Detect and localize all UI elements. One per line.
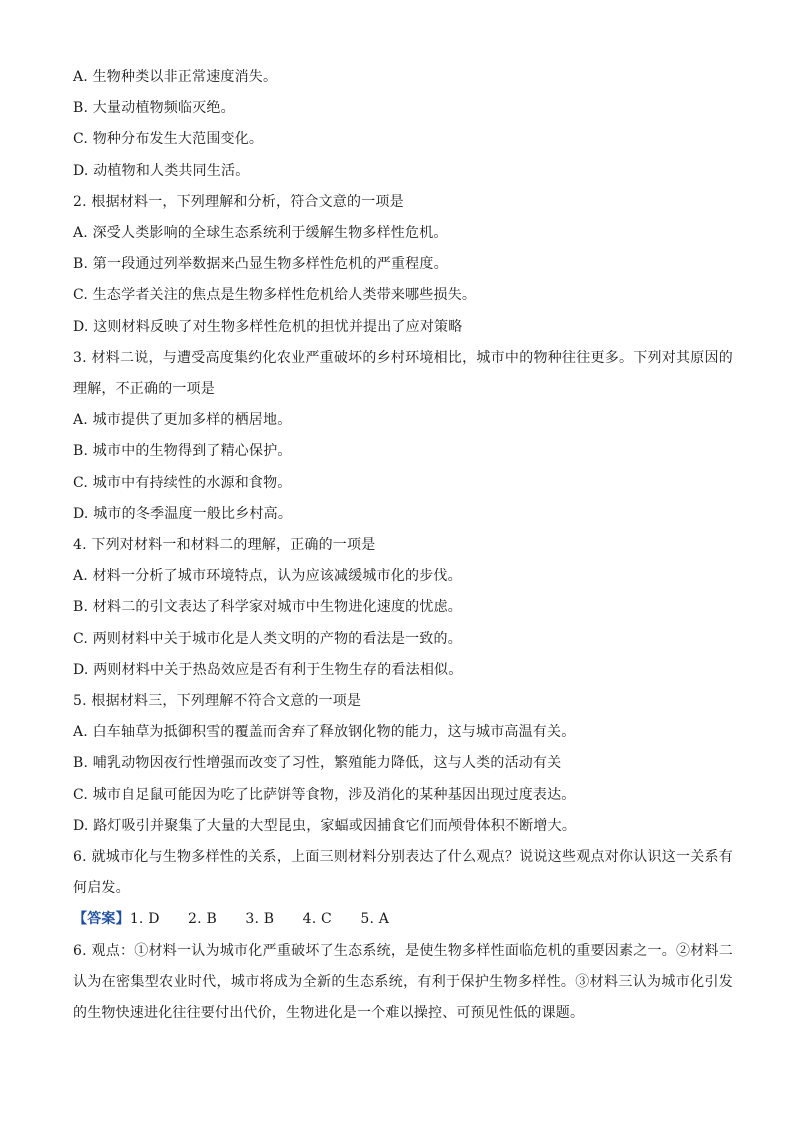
q3-option-b: B. 城市中的生物得到了精心保护。: [73, 443, 292, 460]
answer-tag: 【答案】: [73, 911, 130, 928]
q2-option-a: A. 深受人类影响的全球生态系统利于缓解生物多样性危机。: [73, 225, 448, 242]
q2-option-b: B. 第一段通过列举数据来凸显生物多样性危机的严重程度。: [73, 256, 448, 273]
q2-option-c: C. 生态学者关注的焦点是生物多样性危机给人类带来哪些损失。: [73, 287, 477, 304]
q3-option-d: D. 城市的冬季温度一般比乡村高。: [73, 505, 293, 522]
q4-option-d: D. 两则材料中关于热岛效应是否有利于生物生存的看法相似。: [73, 661, 463, 678]
q5-option-b: B. 哺乳动物因夜行性增强而改变了习性，繁殖能力降低，这与人类的活动有关: [73, 755, 562, 772]
q5-stem: 5. 根据材料三，下列理解不符合文意的一项是: [73, 693, 362, 710]
q1-option-b: B. 大量动植物频临灭绝。: [73, 100, 235, 117]
q3-option-c: C. 城市中有持续性的水源和食物。: [73, 474, 292, 491]
q6-stem: 6. 就城市化与生物多样性的关系，上面三则材料分别表达了什么观点？说说这些观点对你认识这一关系有何启发。: [73, 849, 733, 897]
document-page: [73, 62, 733, 1029]
answer-values: 1. D 2. B 3. B 4. C 5. A: [129, 911, 390, 928]
q2-option-d: D. 这则材料反映了对生物多样性危机的担忧并提出了应对策略: [73, 318, 463, 335]
q4-option-a: A. 材料一分析了城市环境特点，认为应该减缓城市化的步伐。: [73, 568, 462, 585]
q5-option-d: D. 路灯吸引并聚集了大量的大型昆虫，家蝠或因捕食它们而颅骨体积不断增大。: [73, 817, 577, 834]
q4-stem: 4. 下列对材料一和材料二的理解，正确的一项是: [73, 537, 376, 554]
q1-option-d: D. 动植物和人类共同生活。: [73, 162, 250, 179]
q3-stem: 3. 材料二说，与遭受高度集约化农业严重破坏的乡村环境相比，城市中的物种往往更多。下列对其原因的理解，不正确的一项是: [73, 349, 733, 398]
q4-option-c: C. 两则材料中关于城市化是人类文明的产物的看法是一致的。: [73, 630, 462, 647]
q1-option-c: C. 物种分布发生大范围变化。: [73, 131, 264, 148]
q1-option-a: A. 生物种类以非正常速度消失。: [73, 69, 278, 85]
q6-explanation: 6. 观点：①材料一认为城市化严重破坏了生态系统，是使生物多样性面临危机的重要因素之一。②材料二认为在密集型农业时代，城市将成为全新的生态系统，有利于保护生物多样性。③材料三认为城市化引发的生物快速进化往往要付出代价，生物进化是一个难以操控、可预见性低的课题。: [73, 942, 733, 1022]
q4-option-b: B. 材料二的引文表达了科学家对城市中生物进化速度的忧虑。: [73, 599, 462, 616]
q5-option-c: C. 城市自足鼠可能因为吃了比萨饼等食物，涉及消化的某种基因出现过度表达。: [73, 786, 576, 803]
q2-stem: 2. 根据材料一，下列理解和分析，符合文意的一项是: [73, 193, 404, 210]
answer-line: [73, 904, 733, 935]
q3-option-a: A. 城市提供了更加多样的栖居地。: [73, 412, 292, 429]
q5-option-a: A. 白车轴草为抵御积雪的覆盖而舍弃了释放钢化物的能力，这与城市高温有关。: [73, 724, 576, 741]
